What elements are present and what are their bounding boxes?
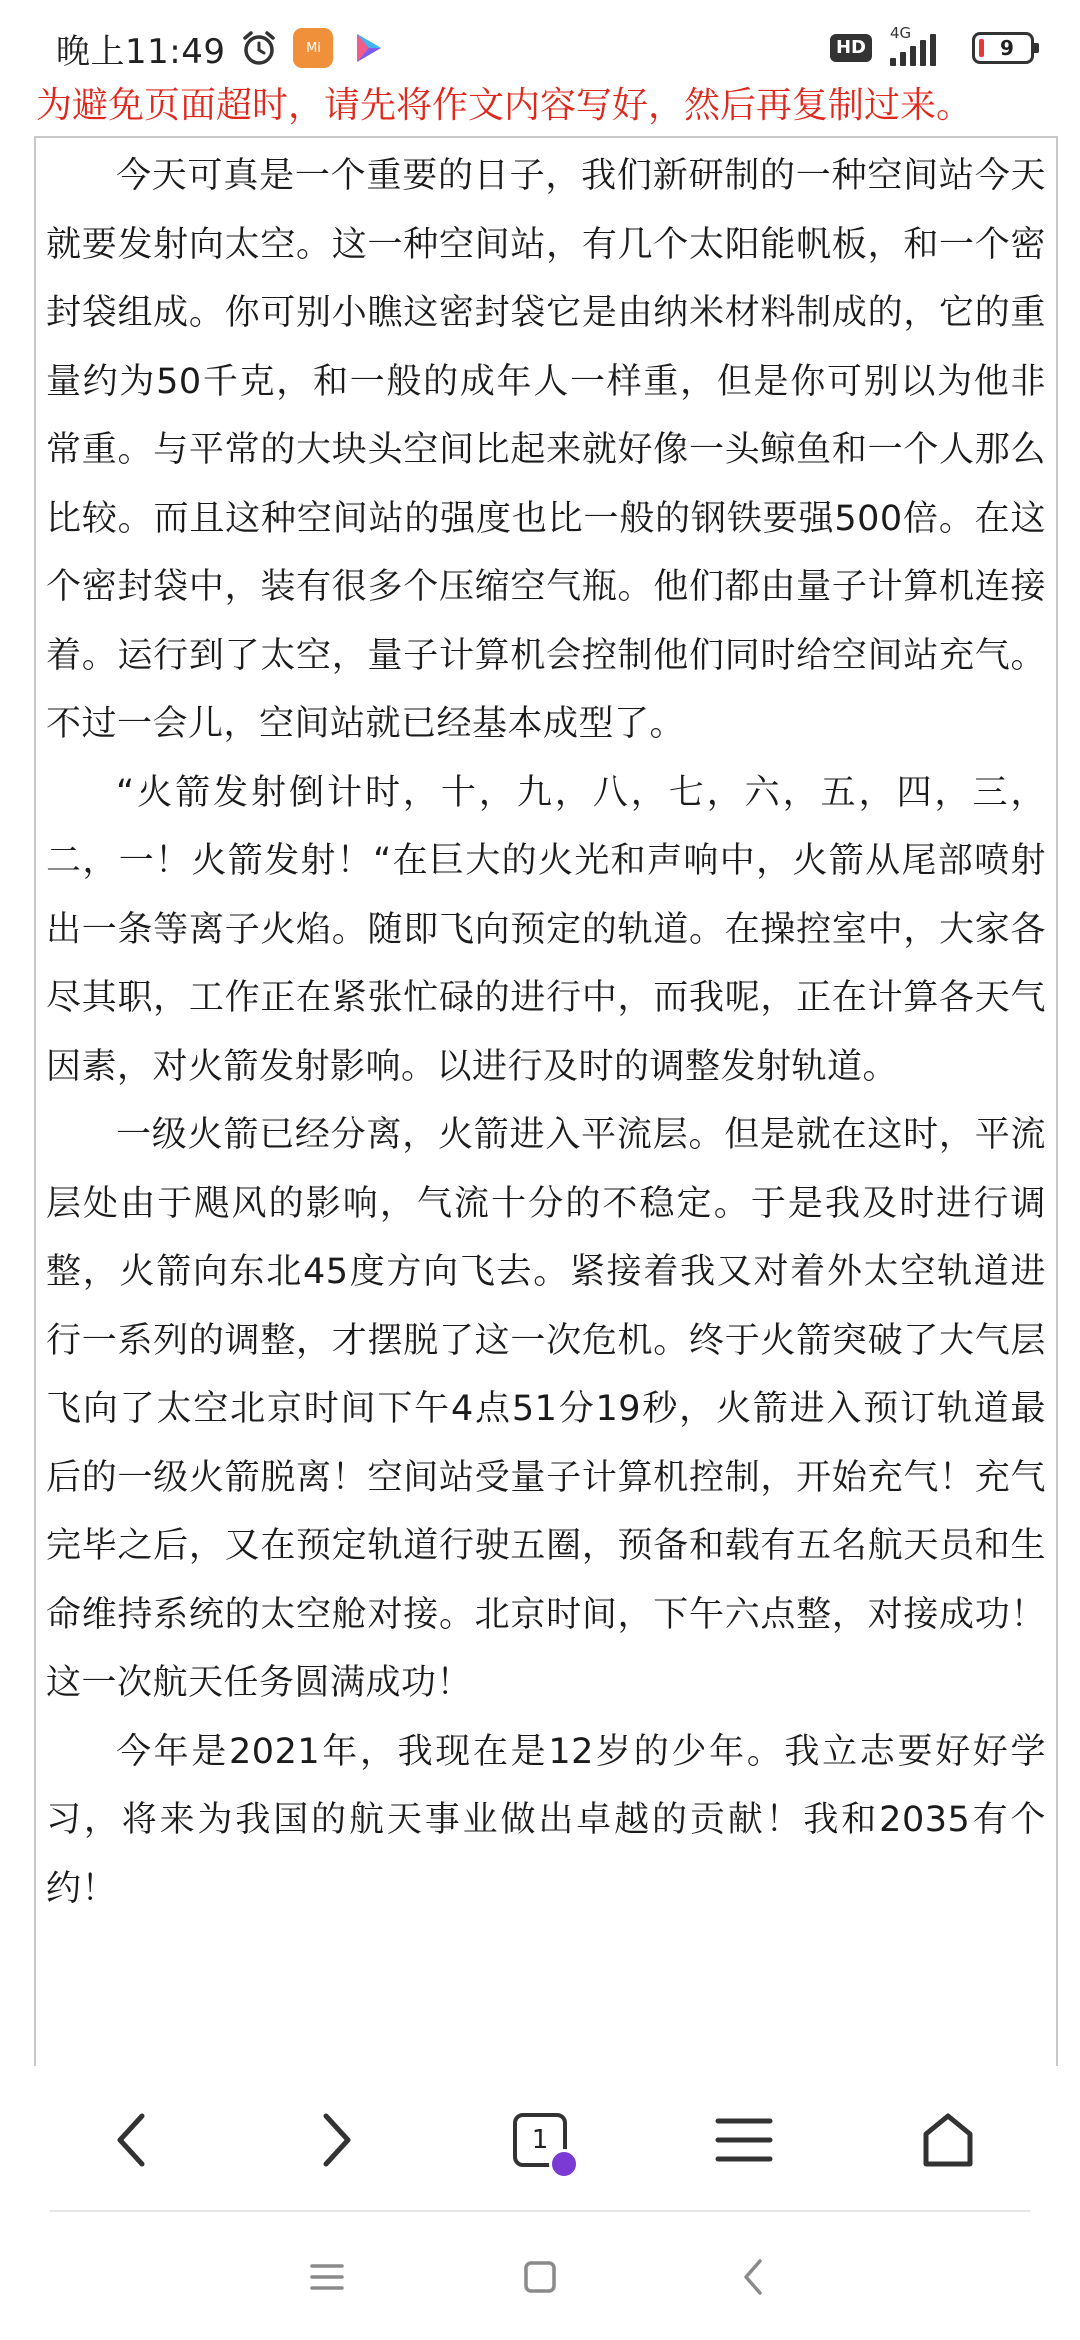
essay-paragraph-1: 今天可真是一个重要的日子，我们新研制的一种空间站今天就要发射向太空。这一种空间站，有几个太阳能帆板，和一个密封袋组成。你可别小瞧这密封袋它是由纳米材料制成的，它的重量约为50千克，和一般的成年人一样重，但是你可别以为他非常重。与平常的大块头空间比起来就好像一头鲸鱼和一个人那么比较。而且这种空间站的强度也比一般的钢铁要强500倍。在这个密封袋中，装有很多个压缩空气瓶。他们都由量子计算机连接着。运行到了太空，量子计算机会控制他们同时给空间站充气。不过一会儿，空间站就已经基本成型了。: [46, 156, 1046, 744]
battery-level: 9: [1000, 36, 1014, 60]
recents-button[interactable]: [277, 2227, 377, 2327]
status-left: [56, 24, 387, 73]
video-play-icon: [347, 28, 387, 68]
tab-count: 1: [531, 2125, 549, 2155]
forward-icon: [316, 2110, 356, 2170]
signal-icon: [884, 26, 960, 70]
system-navigation-bar: [0, 2214, 1080, 2340]
battery-icon: [972, 32, 1034, 64]
alarm-icon: [239, 28, 279, 68]
back-button[interactable]: [82, 2090, 182, 2190]
system-back-button[interactable]: [703, 2227, 803, 2327]
tabs-button[interactable]: [490, 2090, 590, 2190]
essay-paragraph-3: 一级火箭已经分离，火箭进入平流层。但是就在这时，平流层处由于飓风的影响，气流十分的不稳定。于是我及时进行调整，火箭向东北45度方向飞去。紧接着我又对着外太空轨道进行一系列的调整，才摆脱了这一次危机。终于火箭突破了大气层飞向了太空北京时间下午4点51分19秒，火箭进入预订轨道最后的一级火箭脱离！空间站受量子计算机控制，开始充气！充气完毕之后，又在预定轨道行驶五圈，预备和载有五名航天员和生命维持系统的太空舱对接。北京时间，下午六点整，对接成功！这一次航天任务圆满成功！: [46, 1115, 1046, 1703]
back-icon: [112, 2110, 152, 2170]
forward-button[interactable]: [286, 2090, 386, 2190]
status-right: [830, 26, 1034, 70]
browser-toolbar: [0, 2066, 1080, 2214]
incognito-icon: [549, 2149, 579, 2179]
menu-icon: [714, 2115, 774, 2165]
home-square-icon: [522, 2259, 558, 2295]
essay-paragraph-2: “火箭发射倒计时，十，九，八，七，六，五，四，三，二，一！火箭发射！“在巨大的火光和声响中，火箭从尾部喷射出一条等离子火焰。随即飞向预定的轨道。在操控室中，大家各尽其职，工作正在紧张忙碌的进行中，而我呢，正在计算各天气因素，对火箭发射影响。以进行及时的调整发射轨道。: [46, 772, 1046, 1087]
home-icon: [918, 2110, 978, 2170]
menu-button[interactable]: [694, 2090, 794, 2190]
home-button[interactable]: [898, 2090, 998, 2190]
toolbar-divider: [50, 2210, 1030, 2212]
essay-paragraph-4: 今年是2021年，我现在是12岁的少年。我立志要好好学习，将来为我国的航天事业做出卓越的贡献！我和2035有个约！: [46, 1731, 1046, 1909]
recents-icon: [309, 2262, 345, 2292]
status-time: 晚上11:49: [56, 31, 226, 72]
network-label: 4G: [890, 24, 912, 42]
hd-icon: HD: [830, 34, 872, 62]
back-triangle-icon: [738, 2257, 768, 2297]
app-badge-icon: Mi: [293, 28, 333, 68]
system-home-button[interactable]: [490, 2227, 590, 2327]
notice-text: 为避免页面超时，请先将作文内容写好，然后再复制过来。: [36, 85, 973, 126]
tabs-icon: [513, 2113, 567, 2167]
essay-textarea[interactable]: [34, 136, 1058, 2066]
